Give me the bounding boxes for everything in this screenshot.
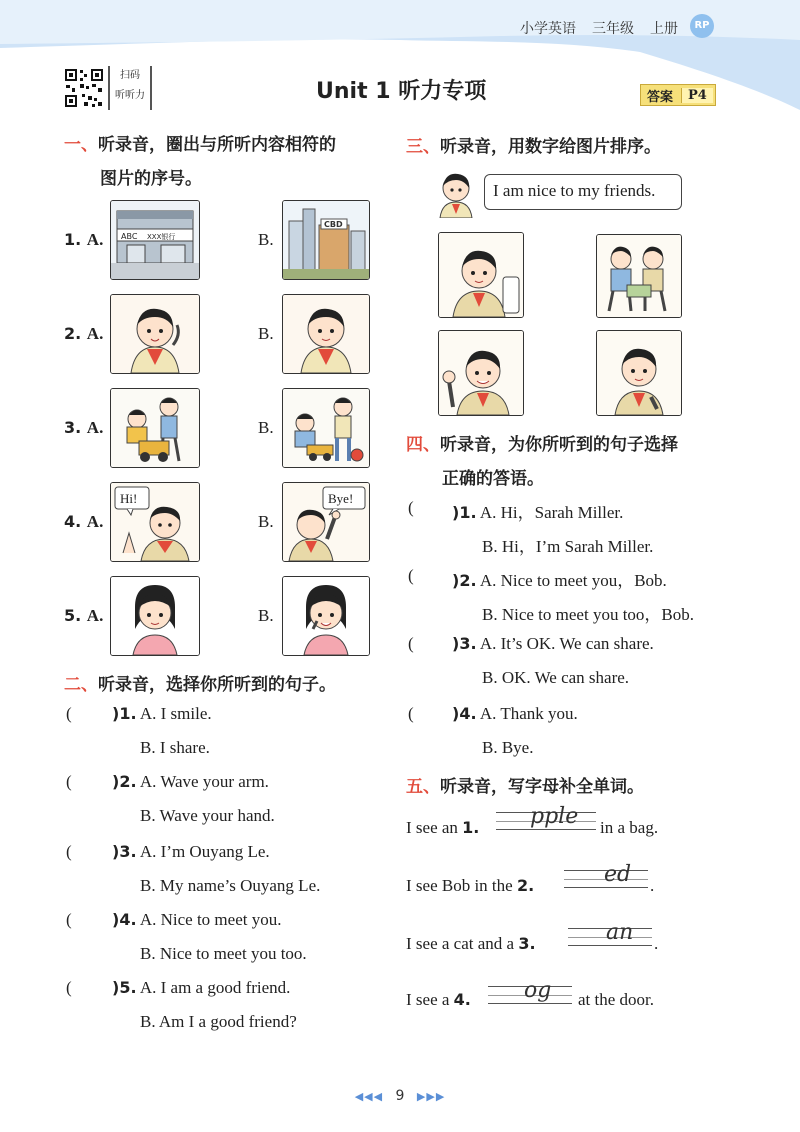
s2-q3-option-b: B. My name’s Ouyang Le. <box>140 876 321 895</box>
section4-title-line2: 正确的答语。 <box>442 469 544 489</box>
s4-q3-answer-blank[interactable]: ( <box>408 634 414 653</box>
s1-bye-bubble-text: Bye! <box>328 491 354 506</box>
section4-number: 四、 <box>406 435 440 455</box>
s5-q2-suffix: . <box>650 876 655 895</box>
s1-bank-sign-abc: ABC <box>121 232 138 241</box>
s5-q1-prefix: I see an 1. <box>406 818 480 837</box>
s4-q1-option-b: B. Hi，I’m Sarah Miller. <box>482 537 654 556</box>
section1-title-line1: 听录音，圈出与所听内容相符的 <box>98 135 336 155</box>
s1-item2-number: 2. A. <box>64 324 104 343</box>
page-title: Unit 1 听力专项 <box>316 79 487 104</box>
s3-speech-bubble <box>484 174 682 210</box>
s2-q4-option-b: B. Nice to meet you too. <box>140 944 307 963</box>
s2-q5: )5. A. I am a good friend. <box>112 978 291 997</box>
prev-arrows-icon: ◀◀◀ <box>354 1090 384 1103</box>
publisher-badge: RP <box>690 14 714 38</box>
s1-hi-bubble-text: Hi! <box>120 491 138 506</box>
s5-q1-handwritten: pple <box>530 804 579 829</box>
s1-item5-number: 5. A. <box>64 606 104 625</box>
section1-number: 一、 <box>64 135 98 155</box>
s1-item1-number: 1. A. <box>64 230 104 249</box>
header-volume: 上册 <box>650 21 678 37</box>
section2-number: 二、 <box>64 675 98 695</box>
s5-q4-handwritten: og <box>524 978 552 1003</box>
s1-item1-b-cbd-image[interactable] <box>282 200 370 280</box>
s1-item1-a-bank-image[interactable] <box>110 200 200 280</box>
page-footer <box>340 1088 460 1104</box>
s5-q3-prefix: I see a cat and a 3. <box>406 934 536 953</box>
s2-q1-option-b: B. I share. <box>140 738 210 757</box>
section4-title-line1: 听录音，为你所听到的句子选择 <box>440 435 678 455</box>
section3-number: 三、 <box>406 137 440 157</box>
s1-item1-b-label: B. <box>258 230 274 249</box>
s1-cbd-sign: CBD <box>324 220 343 229</box>
section4-heading <box>406 430 678 455</box>
s1-item4-a-hi-image[interactable] <box>110 482 200 562</box>
s4-q1-answer-blank[interactable]: ( <box>408 498 414 517</box>
s2-q4: )4. A. Nice to meet you. <box>112 910 282 929</box>
section1-title-line2: 图片的序号。 <box>100 169 202 189</box>
section5-title: 听录音，写字母补全单词。 <box>440 777 644 797</box>
s1-item4-b-bye-image[interactable] <box>282 482 370 562</box>
section3-title: 听录音，用数字给图片排序。 <box>440 137 661 157</box>
s4-q2: )2. A. Nice to meet you，Bob. <box>452 571 667 590</box>
qr-code-icon[interactable] <box>64 68 104 108</box>
answer-page: P4 <box>681 88 713 103</box>
s1-item3-number: 3. A. <box>64 418 104 437</box>
s2-q3-answer-blank[interactable]: ( <box>66 842 72 861</box>
s1-item2-a-boy-image[interactable] <box>110 294 200 374</box>
s4-q2-option-b: B. Nice to meet you too，Bob. <box>482 605 695 624</box>
s5-q1-suffix: in a bag. <box>600 818 659 837</box>
s3-picture-3-boy-waving-hand[interactable] <box>438 330 524 416</box>
section3-heading <box>406 132 661 157</box>
page-number: 9 <box>395 1088 405 1104</box>
s5-q3-handwritten: an <box>606 920 634 945</box>
s3-speaker-boy-image <box>434 166 478 218</box>
s2-q3: )3. A. I’m Ouyang Le. <box>112 842 270 861</box>
answer-badge[interactable] <box>640 84 716 106</box>
section1-heading <box>64 130 336 155</box>
s3-speech-text: I am nice to my friends. <box>493 181 656 200</box>
s1-item3-b-label: B. <box>258 418 274 437</box>
qr-caption-line1: 扫码 <box>120 70 140 81</box>
section5-number: 五、 <box>406 777 440 797</box>
s5-q4-prefix: I see a 4. <box>406 990 471 1009</box>
s5-q3-suffix: . <box>654 934 659 953</box>
s1-item3-a-kids-toy-image[interactable] <box>110 388 200 468</box>
section2-heading <box>64 670 336 695</box>
s1-item3-b-kids-toy-image[interactable] <box>282 388 370 468</box>
s4-q3: )3. A. It’s OK. We can share. <box>452 634 654 653</box>
s4-q2-answer-blank[interactable]: ( <box>408 566 414 585</box>
header-subject: 小学英语 <box>520 21 576 37</box>
s1-item2-b-boy-image[interactable] <box>282 294 370 374</box>
s2-q2-answer-blank[interactable]: ( <box>66 772 72 791</box>
s1-item2-b-label: B. <box>258 324 274 343</box>
s3-picture-2-two-boys[interactable] <box>596 234 682 318</box>
s4-q1: )1. A. Hi，Sarah Miller. <box>452 503 624 522</box>
s4-q4-option-b: B. Bye. <box>482 738 534 757</box>
s1-item4-b-label: B. <box>258 512 274 531</box>
s3-picture-4-boy-pointing-self[interactable] <box>596 330 682 416</box>
s2-q4-answer-blank[interactable]: ( <box>66 910 72 929</box>
answer-label: 答案 <box>647 89 674 105</box>
s2-q5-answer-blank[interactable]: ( <box>66 978 72 997</box>
qr-caption-line2: 听听力 <box>115 90 145 101</box>
s4-q3-option-b: B. OK. We can share. <box>482 668 630 687</box>
s4-q4: )4. A. Thank you. <box>452 704 578 723</box>
s1-item5-b-girl-image[interactable] <box>282 576 370 656</box>
s2-q1-answer-blank[interactable]: ( <box>66 704 72 723</box>
s3-picture-1-boy-waving[interactable] <box>438 232 524 318</box>
s4-q4-answer-blank[interactable]: ( <box>408 704 414 723</box>
s2-q2: )2. A. Wave your arm. <box>112 772 269 791</box>
section5-heading <box>406 772 644 797</box>
s5-q4-suffix: at the door. <box>578 990 655 1009</box>
header-grade: 三年级 <box>592 21 634 37</box>
s1-item4-number: 4. A. <box>64 512 104 531</box>
section2-title: 听录音，选择你所听到的句子。 <box>98 675 336 695</box>
s5-q2-handwritten: ed <box>604 862 632 887</box>
s1-item5-a-girl-image[interactable] <box>110 576 200 656</box>
s5-q2-prefix: I see Bob in the 2. <box>406 876 535 895</box>
qr-caption <box>108 66 152 110</box>
next-arrows-icon: ▶▶▶ <box>416 1090 446 1103</box>
s2-q2-option-b: B. Wave your hand. <box>140 806 275 825</box>
s2-q1: )1. A. I smile. <box>112 704 212 723</box>
s1-bank-sign-xxx: XXX银行 <box>147 233 176 241</box>
s2-q5-option-b: B. Am I a good friend? <box>140 1012 297 1031</box>
s1-item5-b-label: B. <box>258 606 274 625</box>
